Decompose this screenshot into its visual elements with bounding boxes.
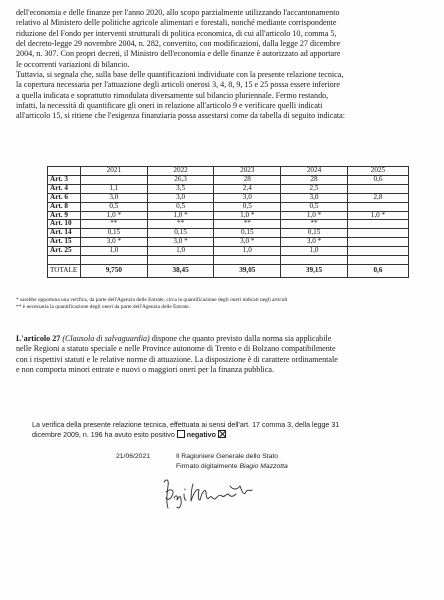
table-cell <box>347 229 408 238</box>
table-header-cell: 2022 <box>147 167 214 176</box>
verification-statement <box>32 420 422 440</box>
table-cell: 1,0 * <box>281 211 348 220</box>
table-cell: 0,5 <box>147 202 214 211</box>
footnote: * sarebbe opportuna una verifica, da parte dell'Agenzia delle Entrate, circa la quantificazione degli oneri indicati negli articoli <box>16 297 288 303</box>
table-header-row <box>48 167 409 176</box>
article-27-line: e non comporta minori entrate e nuovi o maggiori oneri per la finanza pubblica. <box>16 365 275 375</box>
intro-line: a quella indicata e soprattutto rimodulata diversamente sul bilancio pluriennale. Fermo restando, <box>16 90 329 100</box>
intro-line: riduzione del Fondo per interventi strutturali di politica economica, di cui all'articolo 10, comma 5, <box>16 28 337 38</box>
signature-name: Biagio Mazzotta <box>239 462 288 470</box>
table-cell: ** <box>214 220 281 229</box>
table-row <box>48 238 409 247</box>
table-cell: 1,0 * <box>347 211 408 220</box>
intro-line: all'articolo 15, si ritiene che l'esigenza finanziaria possa assestarsi come da tabella di seguito indicata: <box>16 111 346 121</box>
row-label: Art. 14 <box>48 229 81 238</box>
table-cell <box>347 247 408 256</box>
verification-text: dicembre 2009, n. 196 ha avuto esito <box>32 431 149 439</box>
article-27-line: nelle Regioni a statuto speciale e nelle Province autonome di Trento e di Bolzano compatibilmente <box>16 344 336 354</box>
table-cell: ** <box>81 220 148 229</box>
table-cell: 3,0 * <box>81 238 148 247</box>
table-header-cell: 2025 <box>347 167 408 176</box>
table-cell <box>347 220 408 229</box>
signature-block <box>176 452 288 471</box>
table-cell: 3,0 * <box>147 238 214 247</box>
table-cell: 1,0 * <box>147 211 214 220</box>
table-cell: 3,0 * <box>281 238 348 247</box>
table-cell: 3,0 * <box>214 238 281 247</box>
table-cell: 1,0 <box>281 247 348 256</box>
total-cell: 38,45 <box>147 265 214 278</box>
table-row <box>48 202 409 211</box>
table-cell: 2,4 <box>214 184 281 193</box>
table-cell: 1,0 <box>147 247 214 256</box>
verification-line <box>32 430 422 440</box>
signature-office: Il Ragioniere Generale dello Stato <box>176 453 279 460</box>
intro-line: le occorrenti variazioni di bilancio. <box>16 59 130 69</box>
total-cell: 39,15 <box>281 265 348 278</box>
article-27-line: con i rispettivi statuti e le relative norme di attuazione. La disposizione è di carattere ordinamentale <box>16 354 338 364</box>
row-label: Art. 15 <box>48 238 81 247</box>
article-27-text: dispone che quanto previsto dalla norma sia applicabile <box>149 334 332 343</box>
table-cell: 1,0 * <box>214 211 281 220</box>
signature-digital <box>176 462 288 472</box>
article-27-line <box>16 334 428 344</box>
table-cell: 3,0 <box>281 193 348 202</box>
table-header-cell: 2023 <box>214 167 281 176</box>
table-cell: 26,3 <box>147 175 214 184</box>
table-cell <box>81 175 148 184</box>
row-label: Art. 10 <box>48 220 81 229</box>
table-row <box>48 175 409 184</box>
table-cell: 2,5 <box>281 184 348 193</box>
oneri-table <box>47 166 409 278</box>
positivo-label: positivo <box>150 431 175 439</box>
row-label: Art. 8 <box>48 202 81 211</box>
total-cell: 9,750 <box>81 265 148 278</box>
total-cell: 0,6 <box>347 265 408 278</box>
table-row <box>48 184 409 193</box>
negativo-checkbox[interactable] <box>218 430 226 438</box>
table-cell: 28 <box>281 175 348 184</box>
table-cell: 0,15 <box>281 229 348 238</box>
row-label: Art. 6 <box>48 193 81 202</box>
negativo-label: negativo <box>186 431 216 439</box>
table-row <box>48 229 409 238</box>
table-cell: 0,15 <box>214 229 281 238</box>
table-cell <box>347 184 408 193</box>
table-total-row <box>48 265 409 278</box>
table-cell: 1,0 <box>81 247 148 256</box>
article-27-heading: L'articolo 27 <box>16 334 61 343</box>
signature-prefix: Firmato digitalmente <box>176 462 238 470</box>
positivo-checkbox[interactable] <box>177 430 185 438</box>
table-cell: 3,0 <box>214 193 281 202</box>
row-label: Art. 9 <box>48 211 81 220</box>
row-label: Art. 25 <box>48 247 81 256</box>
total-label: TOTALE <box>48 265 81 278</box>
article-27-title: (Clausola di salvaguardia) <box>62 334 150 343</box>
article-27-paragraph <box>16 334 428 376</box>
footnote: ** è necessaria la quantificazione degli oneri da parte dell'Agenzia delle Entrate. <box>16 304 190 310</box>
table-cell <box>347 202 408 211</box>
table-row <box>48 211 409 220</box>
footnotes <box>16 297 287 311</box>
table-cell: 1,0 * <box>81 211 148 220</box>
intro-paragraph <box>16 8 428 122</box>
table-cell: 0,5 <box>281 202 348 211</box>
table-row <box>48 247 409 256</box>
row-label: Art. 3 <box>48 175 81 184</box>
intro-line: dell'economia e delle finanze per l'anno 2020, allo scopo parzialmente utilizzando l'accantonamento <box>16 8 340 17</box>
table-header-cell: 2024 <box>281 167 348 176</box>
table-cell: 0,6 <box>347 175 408 184</box>
signature-date: 21/06/2021 <box>116 453 151 460</box>
table-header-cell: 2021 <box>81 167 148 176</box>
handwritten-signature <box>160 474 280 514</box>
table-cell: 1,1 <box>81 184 148 193</box>
table-cell: 28 <box>214 175 281 184</box>
total-cell: 39,05 <box>214 265 281 278</box>
table-cell: 0,5 <box>81 202 148 211</box>
row-label: Art. 4 <box>48 184 81 193</box>
table-cell: 3,0 <box>147 193 214 202</box>
table-cell: 0,15 <box>147 229 214 238</box>
table-cell: 0,15 <box>81 229 148 238</box>
intro-line: 2004, n. 307. Con propri decreti, il Ministro dell'economia e delle finanze è autorizzato ad apportare <box>16 49 341 59</box>
table-cell <box>347 238 408 247</box>
intro-line: del decreto-legge 29 novembre 2004, n. 282, convertito, con modificazioni, dalla legge 27 dicembre <box>16 39 341 49</box>
intro-line: relativo al Ministero delle politiche agricole alimentari e forestali, nonché mediante corrispondente <box>16 18 337 28</box>
table-cell: 3,0 <box>81 193 148 202</box>
intro-line: Tuttavia, si segnala che, sulla base delle quantificazioni individuate con la presente relazione tecnica, <box>16 70 344 80</box>
table-cell: 1,0 <box>214 247 281 256</box>
table-row <box>48 220 409 229</box>
table-spacer-row <box>48 256 409 265</box>
intro-line: la copertura necessaria per l'attuazione degli articoli onerosi 3, 4, 8, 9, 15 e 25 possa essere inferiore <box>16 80 340 90</box>
intro-line: infatti, la necessità di quantificare gli oneri in relazione all'articolo 9 e verificare quelli indicati <box>16 101 323 111</box>
table-row <box>48 193 409 202</box>
table-cell: 0,5 <box>214 202 281 211</box>
table-cell: ** <box>281 220 348 229</box>
verification-line: La verifica della presente relazione tecnica, effettuata ai sensi dell'art. 17 comma 3, della legge 31 <box>32 421 340 429</box>
table-cell: ** <box>147 220 214 229</box>
table-cell: 2,8 <box>347 193 408 202</box>
table-cell: 3,5 <box>147 184 214 193</box>
